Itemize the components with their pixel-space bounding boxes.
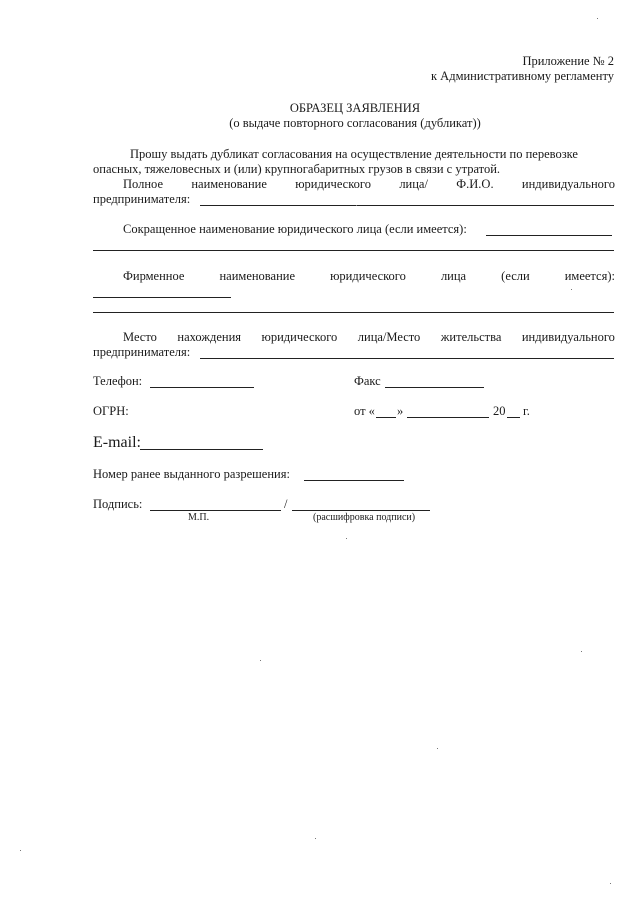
date-from-label: от « [354,404,375,418]
scan-speck [346,538,347,539]
request-text-line-1: Прошу выдать дубликат согласования на осуществление деятельности по перевозке [130,147,578,161]
brand-name-field-continued[interactable] [93,312,614,313]
date-month-field[interactable] [407,417,489,418]
scan-speck [260,660,261,661]
phone-field[interactable] [150,387,254,388]
appendix-reference: к Административному регламенту [430,69,614,83]
word: имеется): [564,269,615,283]
scan-speck [20,850,21,851]
full-name-field[interactable] [200,205,614,206]
word: лица/ [399,177,428,191]
signature-decode-caption: (расшифровка подписи) [313,512,416,523]
full-name-label [123,177,615,192]
word: юридического [330,269,406,283]
email-label: E-mail: [93,434,141,451]
word: Полное [123,177,163,191]
scan-speck [315,838,316,839]
year-field[interactable] [507,417,520,418]
signature-slash: / [284,497,288,511]
signature-label: Подпись: [93,497,143,511]
signature-field[interactable] [150,510,281,511]
request-text-line-2: опасных, тяжеловесных и (или) крупногабаритных грузов в связи с утратой. [93,162,501,176]
previous-permit-label: Номер ранее выданного разрешения: [93,467,290,481]
scan-speck [597,18,598,19]
signature-decode-field[interactable] [292,510,430,511]
word: Место [123,330,157,344]
fax-label: Факс [354,374,381,388]
previous-permit-field[interactable] [304,480,404,481]
word: лица [440,269,467,283]
ogrn-label: ОГРН: [93,404,129,418]
scan-speck [356,205,357,206]
scan-speck [610,883,611,884]
location-label [123,330,615,345]
document-subtitle: (о выдаче повторного согласования (дубликат)) [229,116,481,130]
word: наименование [219,269,296,283]
scan-speck [581,651,582,652]
year-prefix: 20 [493,404,506,418]
fax-field[interactable] [385,387,484,388]
brand-name-label [123,269,615,284]
word: юридического [295,177,371,191]
word: лица/Место [357,330,421,344]
appendix-number: Приложение № 2 [522,54,614,68]
word: наименование [191,177,267,191]
stamp-caption: М.П. [188,512,210,523]
scan-speck [437,748,438,749]
word: индивидуального [521,330,615,344]
email-field[interactable] [140,449,263,450]
scan-speck [571,289,572,290]
entrepreneur-label: предпринимателя: [93,192,191,206]
location-entrepreneur-label: предпринимателя: [93,345,191,359]
word: жительства [440,330,502,344]
date-day-field[interactable] [376,417,396,418]
short-name-field[interactable] [486,235,612,236]
word: Ф.И.О. [456,177,494,191]
document-title: ОБРАЗЕЦ ЗАЯВЛЕНИЯ [289,101,421,115]
short-name-field-continued[interactable] [93,250,614,251]
word: (если [501,269,530,283]
word: нахождения [177,330,242,344]
date-close-quote: » [397,404,404,418]
short-name-label: Сокращенное наименование юридического лица (если имеется): [123,222,467,236]
word: юридического [261,330,338,344]
brand-name-field[interactable] [93,297,231,298]
word: индивидуального [521,177,615,191]
year-suffix: г. [523,404,530,418]
word: Фирменное [123,269,185,283]
phone-label: Телефон: [93,374,143,388]
location-field[interactable] [200,358,614,359]
